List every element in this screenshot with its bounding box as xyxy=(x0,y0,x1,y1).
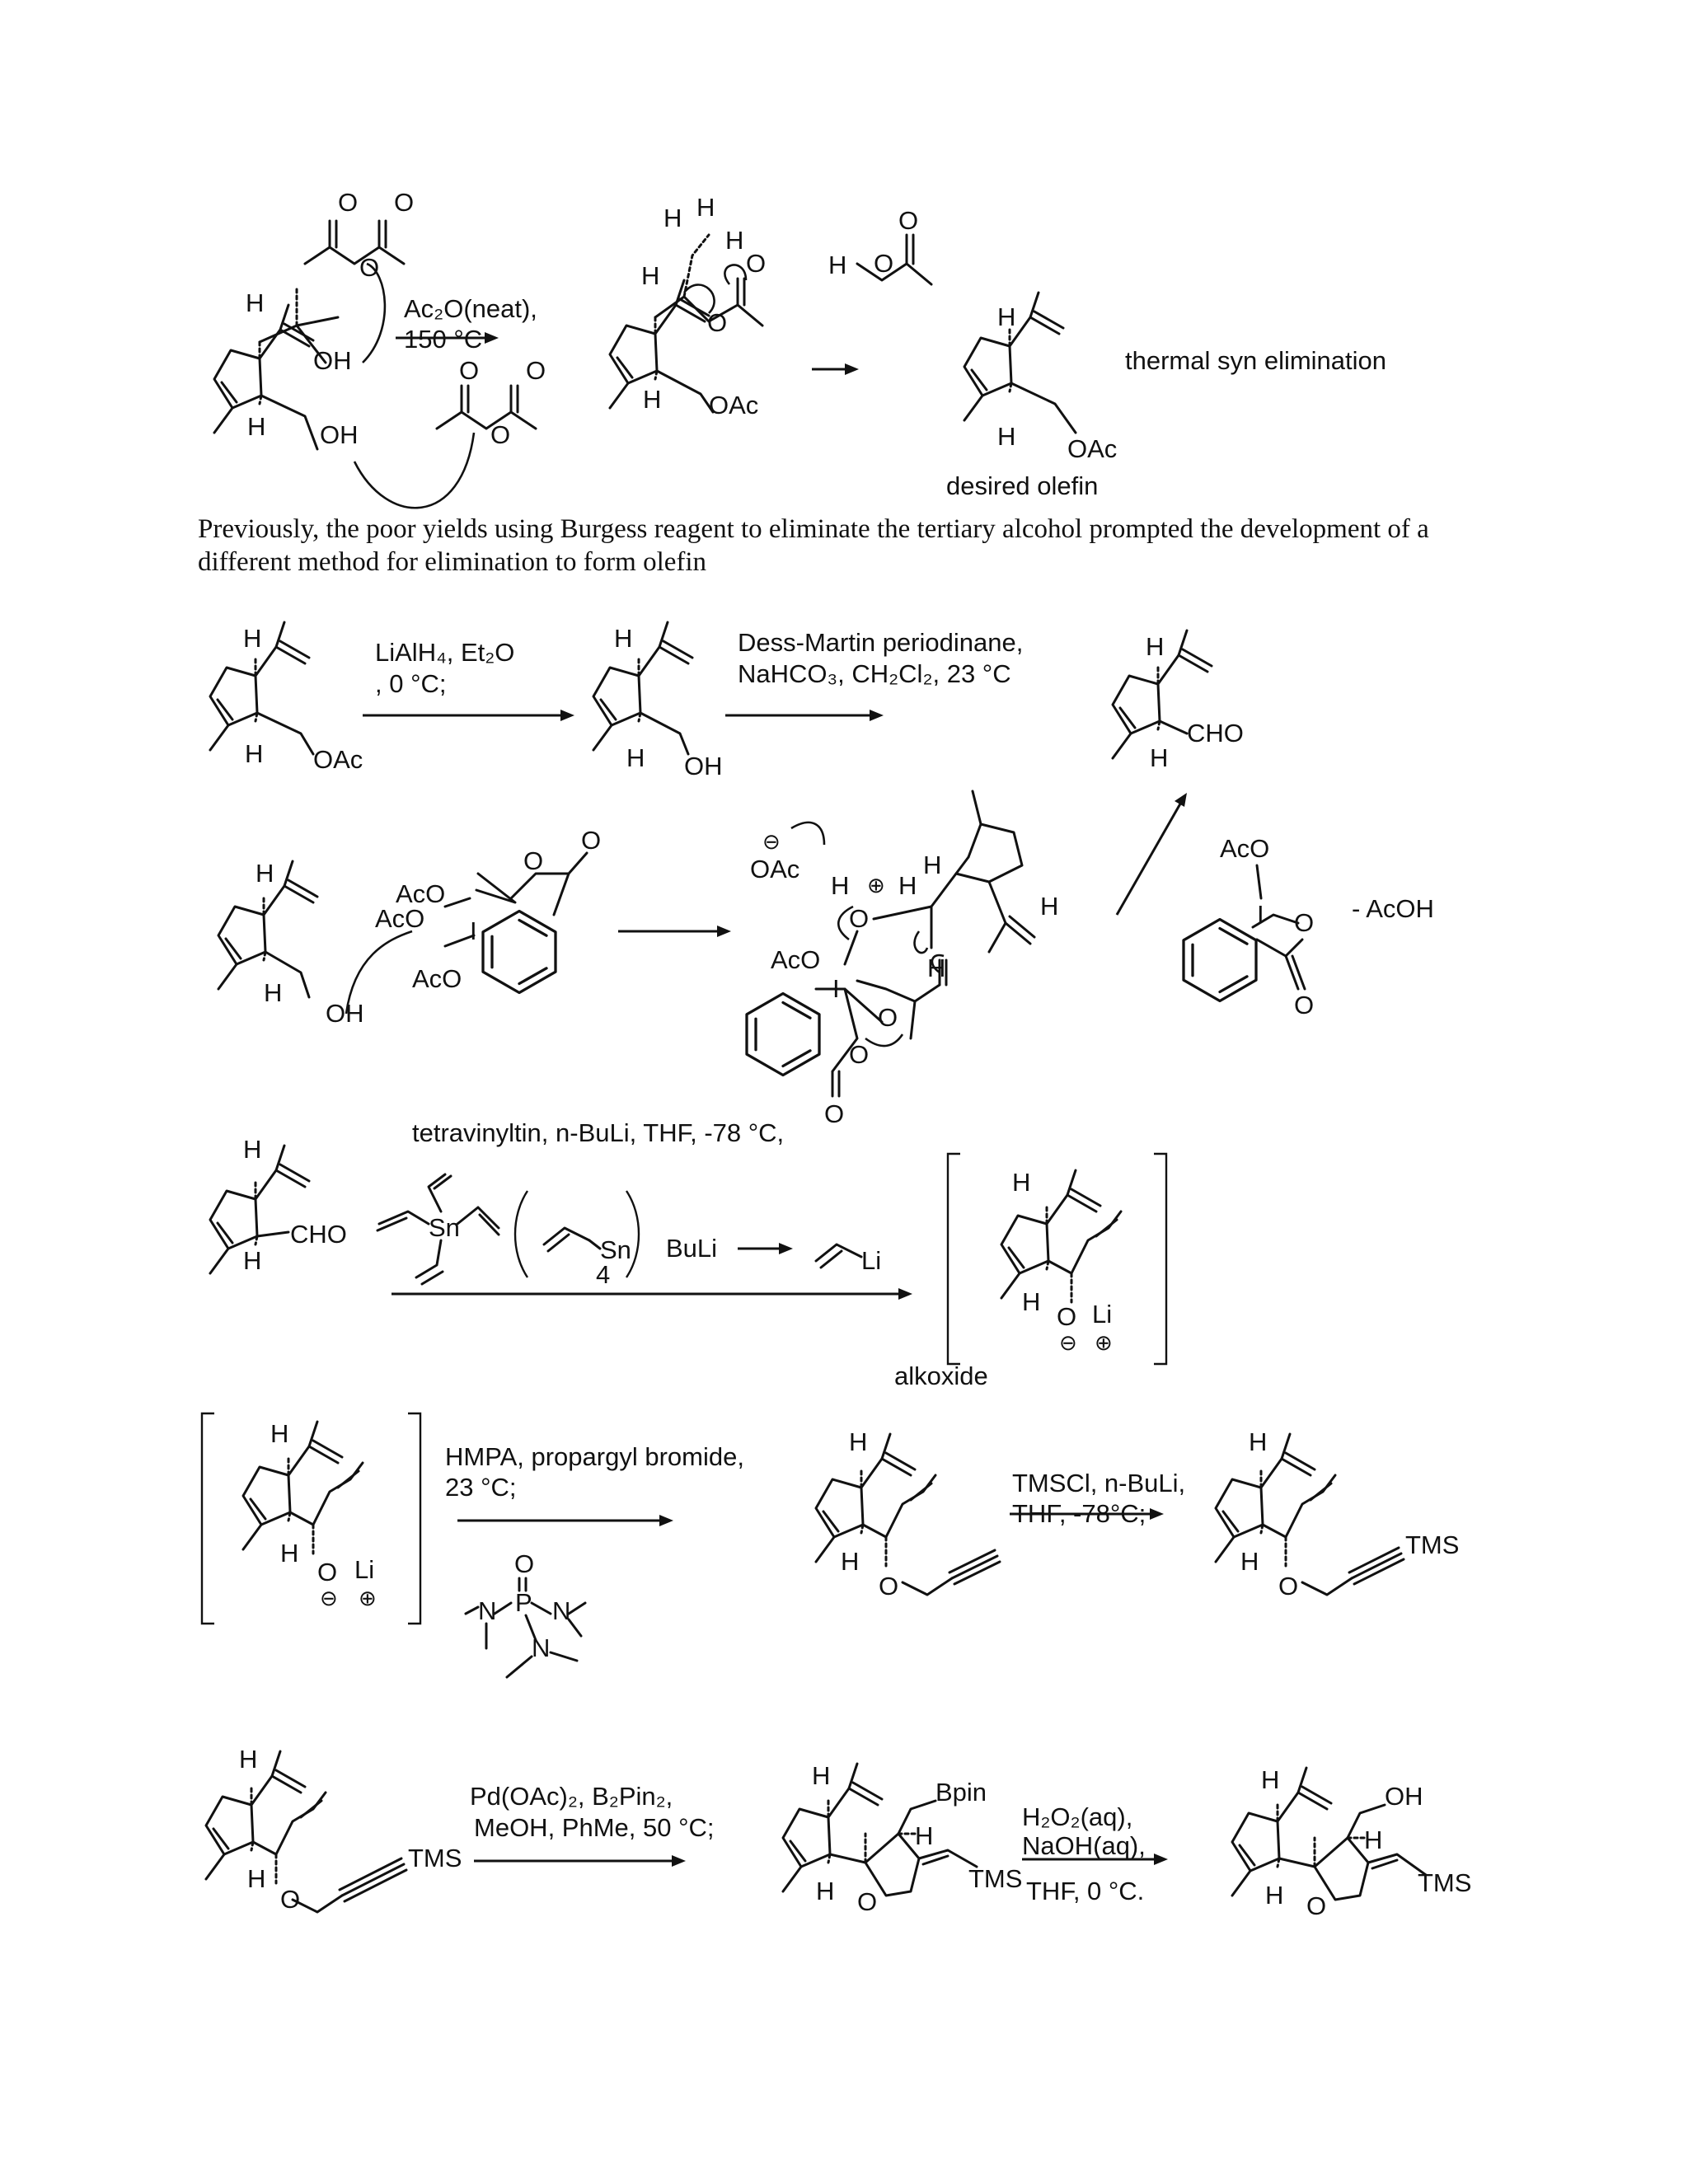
atom-label: O xyxy=(359,253,380,282)
charge-label: ⊖ xyxy=(1059,1330,1077,1355)
atom-label: H xyxy=(626,743,645,772)
acetic-anhydride-top xyxy=(305,188,414,282)
row1-intermediate xyxy=(610,193,766,419)
charge-label: ⊕ xyxy=(1095,1330,1113,1355)
atom-label: O xyxy=(317,1558,338,1586)
atom-label: H xyxy=(641,261,660,290)
row1-starting-diol xyxy=(214,288,359,449)
mechanism-label: thermal syn elimination xyxy=(1125,346,1387,375)
atom-label: O xyxy=(874,249,894,278)
atom-label: O xyxy=(280,1885,301,1914)
atom-label: H xyxy=(898,871,917,900)
atom-label: N xyxy=(478,1596,497,1625)
arrow-head xyxy=(1154,1854,1168,1865)
atom-label: H xyxy=(997,422,1016,451)
row2-aldehyde xyxy=(1113,630,1244,772)
atom-label: N xyxy=(552,1596,571,1625)
intermediate-caption: alkoxide xyxy=(894,1361,988,1390)
atom-label: H xyxy=(1265,1881,1284,1910)
atom-label: N xyxy=(532,1633,551,1662)
atom-label: H xyxy=(264,978,283,1007)
atom-label: H xyxy=(831,871,850,900)
atom-label: P xyxy=(515,1588,532,1617)
atom-label: H xyxy=(663,204,682,232)
atom-label: H xyxy=(849,1427,868,1456)
arrow-head xyxy=(717,926,731,937)
atom-label: H xyxy=(247,1864,266,1893)
atom-label: OAc xyxy=(1067,434,1118,463)
atom-label: O xyxy=(1294,991,1315,1019)
arrow-head xyxy=(779,1243,793,1254)
arrow-head xyxy=(870,710,884,721)
arrow-head xyxy=(672,1855,686,1867)
atom-label: TMS xyxy=(1405,1530,1460,1559)
atom-label: Li xyxy=(861,1246,882,1275)
row1-product-olefin xyxy=(946,293,1117,500)
atom-label: CHO xyxy=(1187,719,1244,748)
atom-label: O xyxy=(707,308,728,337)
atom-label: Bpin xyxy=(935,1778,987,1807)
atom-label: H xyxy=(245,739,264,768)
curly-arrow xyxy=(354,433,474,508)
hmpa xyxy=(466,1549,585,1677)
arrow-head xyxy=(898,1288,912,1300)
atom-label: O xyxy=(824,1099,845,1128)
reagent-label: 23 °C; xyxy=(445,1473,517,1502)
reagent-label: 150 °C xyxy=(404,325,483,354)
atom-label: H xyxy=(812,1761,831,1790)
vinyllithium xyxy=(816,1244,881,1275)
curly-arrow xyxy=(791,823,824,845)
atom-label: O xyxy=(1057,1302,1077,1331)
atom-label: AcO xyxy=(375,904,425,933)
row6-boronate xyxy=(783,1761,1022,1916)
row6-final-alcohol xyxy=(1232,1765,1471,1920)
arrow-head xyxy=(845,363,859,375)
atom-label: OAc xyxy=(750,855,800,883)
byproduct-label: - AcOH xyxy=(1352,894,1434,923)
row5-alkoxide xyxy=(202,1413,420,1624)
atom-label: O xyxy=(526,356,546,385)
atom-label: H xyxy=(927,954,946,982)
atom-label: H xyxy=(1150,743,1169,772)
atom-label: I xyxy=(832,974,840,1003)
atom-label: H xyxy=(1261,1765,1280,1794)
reagent-label: MeOH, PhMe, 50 °C; xyxy=(474,1813,715,1842)
atom-label: O xyxy=(338,188,359,217)
reagent-label: THF, 0 °C. xyxy=(1026,1877,1145,1905)
atom-label: OH xyxy=(326,999,364,1028)
atom-label: AcO xyxy=(771,945,821,974)
atom-label: H xyxy=(1364,1825,1383,1854)
atom-label: H xyxy=(1249,1427,1268,1456)
atom-label: H xyxy=(247,412,266,441)
atom-label: O xyxy=(394,188,415,217)
row3-alcohol xyxy=(218,859,364,1028)
structure-caption: desired olefin xyxy=(946,471,1099,500)
atom-label: Li xyxy=(354,1555,375,1584)
atom-label: O xyxy=(1306,1891,1327,1920)
reagent-label: NaHCO₃, CH₂Cl₂, 23 °C xyxy=(738,659,1011,688)
row5-tms-alkyne xyxy=(1216,1427,1459,1601)
reagent-label: NaOH(aq), xyxy=(1022,1831,1146,1860)
atom-label: O xyxy=(898,206,919,235)
row6-enyne xyxy=(206,1745,462,1914)
atom-label: OAc xyxy=(313,745,363,774)
reaction-arrow xyxy=(1117,799,1183,915)
row3-intermediate xyxy=(747,791,1058,1128)
atom-label: TMS xyxy=(968,1864,1023,1893)
arrow-head xyxy=(659,1515,673,1526)
curly-arrow xyxy=(865,1034,903,1046)
atom-label: H xyxy=(915,1821,934,1850)
reagent-label: THF, -78°C; xyxy=(1012,1499,1146,1528)
reagent-label: HMPA, propargyl bromide, xyxy=(445,1442,744,1471)
atom-label: H xyxy=(243,1135,262,1164)
charge-label: ⊕ xyxy=(867,873,885,898)
reagent-label: BuLi xyxy=(666,1234,718,1263)
reagent-label: LiAlH₄, Et₂O xyxy=(375,638,515,667)
atom-label: O xyxy=(849,904,870,933)
atom-label: H xyxy=(643,385,662,414)
atom-label: O xyxy=(1278,1572,1299,1601)
row2-acetate xyxy=(210,622,363,774)
curly-arrow xyxy=(724,265,746,284)
atom-label: OAc xyxy=(709,391,759,419)
atom-label: O xyxy=(514,1549,535,1578)
arrow-head xyxy=(560,710,574,721)
vinyltin-parenthesized xyxy=(515,1191,639,1289)
atom-label: Sn xyxy=(429,1213,460,1242)
atom-label: H xyxy=(923,851,942,879)
atom-label: O xyxy=(849,1040,870,1069)
atom-label: OH xyxy=(684,752,723,780)
curly-arrow xyxy=(915,931,927,953)
acetic-acid xyxy=(828,206,931,284)
atom-label: OH xyxy=(320,420,359,449)
atom-label: O xyxy=(746,249,767,278)
atom-label: OH xyxy=(1385,1782,1423,1811)
atom-label: TMS xyxy=(1418,1868,1472,1897)
reagent-label: , 0 °C; xyxy=(375,669,447,698)
atom-label: OH xyxy=(313,346,352,375)
atom-label: AcO xyxy=(396,879,446,908)
acetic-anhydride-bottom xyxy=(437,356,546,449)
charge-label: ⊖ xyxy=(762,829,781,854)
atom-label: H xyxy=(1040,892,1059,921)
charge-label: ⊖ xyxy=(320,1586,338,1610)
arrow-head xyxy=(485,332,499,344)
reagent-label: Ac₂O(neat), xyxy=(404,294,537,323)
atom-label: H xyxy=(841,1547,860,1576)
atom-label: H xyxy=(270,1419,289,1448)
reagent-label: tetravinyltin, n-BuLi, THF, -78 °C, xyxy=(412,1118,785,1147)
arrow-head xyxy=(1150,1508,1164,1520)
atom-label: H xyxy=(816,1877,835,1905)
stoichiometry-subscript: 4 xyxy=(596,1260,611,1289)
atom-label: H xyxy=(243,624,262,653)
atom-label: I xyxy=(470,916,477,945)
charge-label: ⊕ xyxy=(359,1586,377,1610)
atom-label: H xyxy=(1022,1287,1041,1316)
atom-label: Li xyxy=(1092,1300,1113,1329)
atom-label: H xyxy=(246,288,265,317)
atom-label: H xyxy=(243,1246,262,1275)
atom-label: H xyxy=(1146,632,1165,661)
atom-label: H xyxy=(1012,1168,1031,1197)
atom-label: TMS xyxy=(408,1844,462,1872)
atom-label: H xyxy=(614,624,633,653)
atom-label: O xyxy=(879,1572,899,1601)
atom-label: Sn xyxy=(600,1235,631,1264)
reagent-label: H₂O₂(aq), xyxy=(1022,1802,1133,1831)
atom-label: H xyxy=(1240,1547,1259,1576)
atom-label: H xyxy=(725,226,744,255)
iodinane-byproduct xyxy=(1184,834,1314,1019)
atom-label: H xyxy=(696,193,715,222)
note-line: different method for elimination to form olefin xyxy=(198,547,707,577)
note-line: Previously, the poor yields using Burgess reagent to eliminate the tertiary alcohol prompted the development of a xyxy=(198,514,1429,544)
reagent-label: TMSCl, n-BuLi, xyxy=(1012,1469,1186,1497)
atom-label: H xyxy=(239,1745,258,1774)
row4-aldehyde xyxy=(210,1135,347,1275)
atom-label: H xyxy=(256,859,274,888)
atom-label: AcO xyxy=(412,964,462,993)
reagent-label: Dess-Martin periodinane, xyxy=(738,628,1024,657)
dess-martin-periodinane xyxy=(375,826,601,993)
alkoxide-intermediate xyxy=(948,1154,1166,1364)
atom-label: O xyxy=(459,356,480,385)
row5-propargyl-ether xyxy=(816,1427,1000,1601)
atom-label: CHO xyxy=(290,1220,347,1249)
atom-label: O xyxy=(878,1003,898,1032)
reagent-label: Pd(OAc)₂, B₂Pin₂, xyxy=(470,1782,673,1811)
atom-label: O xyxy=(857,1887,878,1916)
atom-label: H xyxy=(997,302,1016,331)
atom-label: O xyxy=(523,846,544,875)
atom-label: O xyxy=(490,420,511,449)
atom-label: I xyxy=(1257,900,1264,929)
atom-label: H xyxy=(828,251,847,279)
atom-label: H xyxy=(280,1539,299,1568)
atom-label: O xyxy=(1294,908,1315,937)
row2-alcohol xyxy=(593,622,723,780)
atom-label: O xyxy=(581,826,602,855)
tetravinyltin xyxy=(377,1174,499,1284)
atom-label: AcO xyxy=(1220,834,1270,863)
